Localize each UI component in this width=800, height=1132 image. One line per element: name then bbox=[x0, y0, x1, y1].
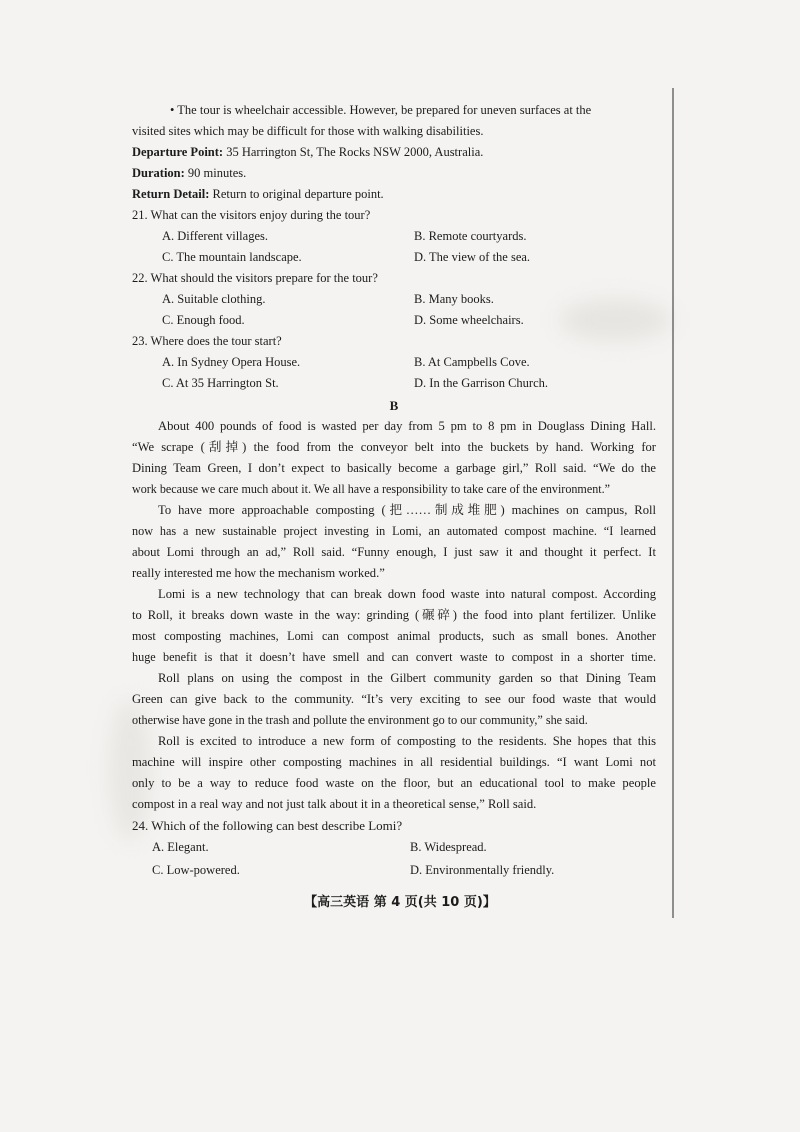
paragraph-line: work because we care much about it. We all have a responsibility to take care of the environment.” bbox=[132, 482, 611, 496]
option-c[interactable]: C. The mountain landscape. bbox=[162, 250, 302, 264]
page-content bbox=[132, 100, 656, 882]
paragraph-line: Dining Team Green, I don’t expect to basically become a garbage girl,” Roll said. “We do the bbox=[132, 461, 656, 475]
option-a[interactable]: A. In Sydney Opera House. bbox=[162, 355, 301, 369]
question-stem: 21. What can the visitors enjoy during the tour? bbox=[132, 208, 371, 222]
option-grid bbox=[132, 226, 656, 268]
paragraph-line: Lomi is a new technology that can break down food waste into natural compost. According bbox=[158, 587, 656, 601]
option-grid bbox=[132, 836, 656, 882]
paragraph-line: Green can give back to the community. “It’s very exciting to see our food waste that would bbox=[132, 692, 656, 706]
passage-paragraph-4 bbox=[132, 668, 656, 731]
option-d[interactable]: D. In the Garrison Church. bbox=[414, 376, 548, 390]
question-21 bbox=[132, 205, 656, 268]
margin-rule bbox=[672, 88, 674, 918]
question-stem: 23. Where does the tour start? bbox=[132, 334, 282, 348]
question-22 bbox=[132, 268, 656, 331]
question-23 bbox=[132, 331, 656, 394]
option-d[interactable]: D. The view of the sea. bbox=[414, 250, 531, 264]
section-heading: B bbox=[389, 398, 399, 413]
duration: Duration: 90 minutes. bbox=[132, 166, 247, 180]
option-b[interactable]: B. Remote courtyards. bbox=[414, 229, 527, 243]
accessibility-line-1: • The tour is wheelchair accessible. However, be prepared for uneven surfaces at the bbox=[170, 103, 592, 117]
paragraph-line: now has a new sustainable project investing in Lomi, an automated compost machine. “I learned bbox=[132, 524, 656, 538]
return-detail: Return Detail: Return to original departure point. bbox=[132, 187, 384, 201]
paragraph-line: “We scrape (刮掉) the food from the conveyor belt into the buckets by hand. Working for bbox=[132, 440, 656, 454]
paragraph-line: really interested me how the mechanism worked.” bbox=[132, 566, 385, 580]
paragraph-line: Roll plans on using the compost in the Gilbert community garden so that Dining Team bbox=[158, 671, 656, 685]
paragraph-line: To have more approachable composting (把……制成堆肥) machines on campus, Roll bbox=[158, 503, 656, 517]
option-a[interactable]: A. Different villages. bbox=[162, 229, 268, 243]
question-24 bbox=[132, 815, 656, 882]
page-footer: 【高三英语 第 4 页(共 10 页)】 bbox=[304, 895, 496, 910]
option-c[interactable]: C. Low-powered. bbox=[152, 863, 240, 877]
option-grid bbox=[132, 289, 656, 331]
paragraph-line: most composting machines, Lomi can compost animal products, such as small bones. Another bbox=[132, 629, 656, 643]
option-c[interactable]: C. Enough food. bbox=[162, 313, 245, 327]
option-d[interactable]: D. Environmentally friendly. bbox=[410, 863, 555, 877]
paragraph-line: otherwise have gone in the trash and pollute the environment go to our community,” she said. bbox=[132, 713, 588, 727]
paragraph-line: only to be a way to reduce food waste on the floor, but an educational tool to make people bbox=[132, 776, 656, 790]
question-stem: 22. What should the visitors prepare for the tour? bbox=[132, 271, 378, 285]
option-b[interactable]: B. At Campbells Cove. bbox=[414, 355, 530, 369]
question-stem: 24. Which of the following can best describe Lomi? bbox=[132, 818, 403, 833]
paragraph-line: about Lomi through an ad,” Roll said. “Funny enough, I just saw it and thought it perfect. It bbox=[132, 545, 656, 559]
passage-paragraph-2 bbox=[132, 500, 656, 584]
passage-paragraph-3 bbox=[132, 584, 656, 668]
option-a[interactable]: A. Suitable clothing. bbox=[162, 292, 266, 306]
accessibility-line-2: visited sites which may be difficult for those with walking disabilities. bbox=[132, 124, 484, 138]
paragraph-line: compost in a real way and not just talk about it in a theoretical sense,” Roll said. bbox=[132, 797, 537, 811]
option-d[interactable]: D. Some wheelchairs. bbox=[414, 313, 524, 327]
paragraph-line: to Roll, it breaks down waste in the way: grinding (碾碎) the food into plant fertilizer. Unlike bbox=[132, 608, 656, 622]
passage-paragraph-5 bbox=[132, 731, 656, 815]
option-a[interactable]: A. Elegant. bbox=[152, 840, 209, 854]
option-c[interactable]: C. At 35 Harrington St. bbox=[162, 376, 279, 390]
paragraph-line: About 400 pounds of food is wasted per day from 5 pm to 8 pm in Douglass Dining Hall. bbox=[158, 419, 656, 433]
passage-paragraph-1 bbox=[132, 416, 656, 500]
paragraph-line: machine will inspire other composting machines in all residential buildings. “I want Lomi not bbox=[132, 755, 656, 769]
departure-point: Departure Point: 35 Harrington St, The Rocks NSW 2000, Australia. bbox=[132, 145, 484, 159]
option-b[interactable]: B. Many books. bbox=[414, 292, 494, 306]
option-b[interactable]: B. Widespread. bbox=[410, 840, 487, 854]
option-grid bbox=[132, 352, 656, 394]
paragraph-line: Roll is excited to introduce a new form of composting to the residents. She hopes that this bbox=[158, 734, 656, 748]
paragraph-line: huge benefit is that it doesn’t have smell and can convert waste to compost in a shorter time. bbox=[132, 650, 656, 664]
